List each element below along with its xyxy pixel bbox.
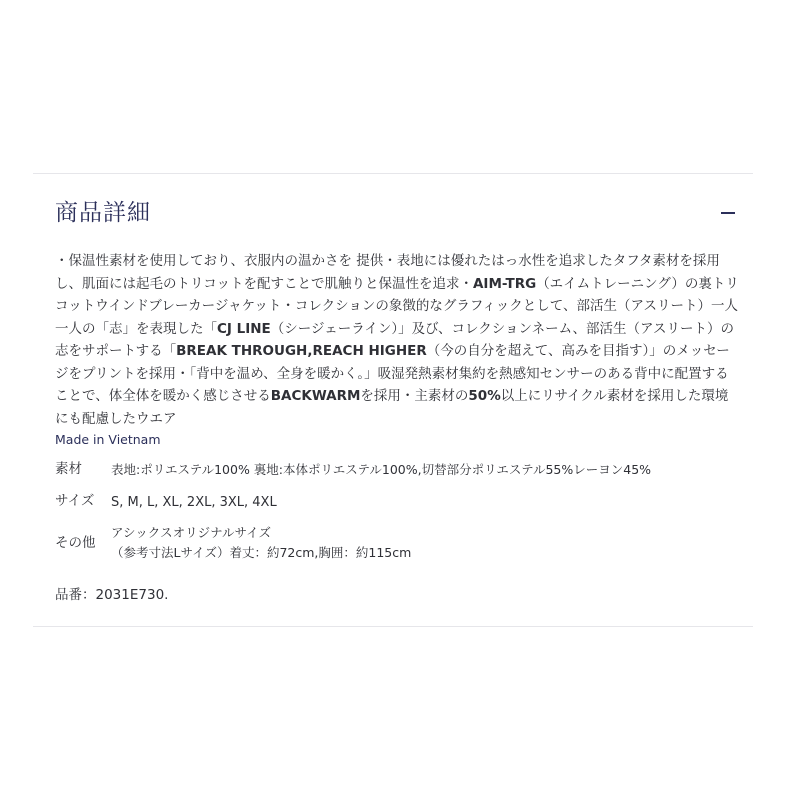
- section-title: 商品詳細: [55, 200, 151, 226]
- description-segment: 以上にリサイクル素材を採用した環境にも配慮したウエア: [55, 388, 729, 427]
- size-label: サイズ: [55, 493, 95, 509]
- product-details-section: [33, 173, 753, 627]
- product-code: 品番：2031E730.: [55, 587, 169, 603]
- description-segment: （エイムトレーニング）の裏トリコットウインドブレーカージャケット・コレクションの象徴的なグラフィックとして、部活生（アスリート）一人一人の「志」を表現した「: [55, 275, 739, 337]
- description-segment: CJ LINE: [217, 320, 271, 337]
- other-value: [111, 523, 411, 563]
- product-details-header[interactable]: [33, 174, 753, 252]
- product-description: [55, 250, 741, 430]
- description-segment: （シージェーライン）」及び、コレクションネーム、部活生（アスリート）の志をサポートする「: [55, 320, 734, 359]
- other-value-line2: （参考寸法Lサイズ）着丈：約72cm,胸囲：約115cm: [111, 545, 412, 560]
- description-segment: AIM-TRG: [472, 275, 537, 292]
- description-segment: BREAK THROUGH,REACH HIGHER: [176, 343, 427, 359]
- minus-icon[interactable]: [721, 212, 735, 214]
- made-in-text: Made in Vietnam: [55, 432, 161, 447]
- description-segment: 50%: [468, 388, 501, 404]
- material-value: 表地:ポリエステル100% 裏地:本体ポリエステル100%,切替部分ポリエステル55%レーヨン45%: [111, 462, 652, 477]
- description-segment: BACKWARM: [270, 388, 361, 404]
- other-label: その他: [55, 535, 96, 551]
- material-label: 素材: [55, 461, 82, 477]
- description-segment: ・保温性素材を使用しており、衣服内の温かさを 提供・表地には優れたはっ水性を追求したタフタ素材を採用し、肌面には起毛のトリコットを配すことで肌触りと保温性を追求・: [55, 253, 720, 292]
- description-segment: を採用・主素材の: [360, 388, 469, 404]
- size-value: S, M, L, XL, 2XL, 3XL, 4XL: [111, 495, 277, 510]
- other-value-line1: アシックスオリジナルサイズ: [111, 525, 272, 540]
- description-segment: （今の自分を超えて、高みを目指す）」のメッセージをプリントを採用・「背中を温め、全身を暖かく。」吸湿発熱素材集約を熱感知センサーのある背中に配置することで、体全体を暖かく感じさせる: [55, 343, 730, 404]
